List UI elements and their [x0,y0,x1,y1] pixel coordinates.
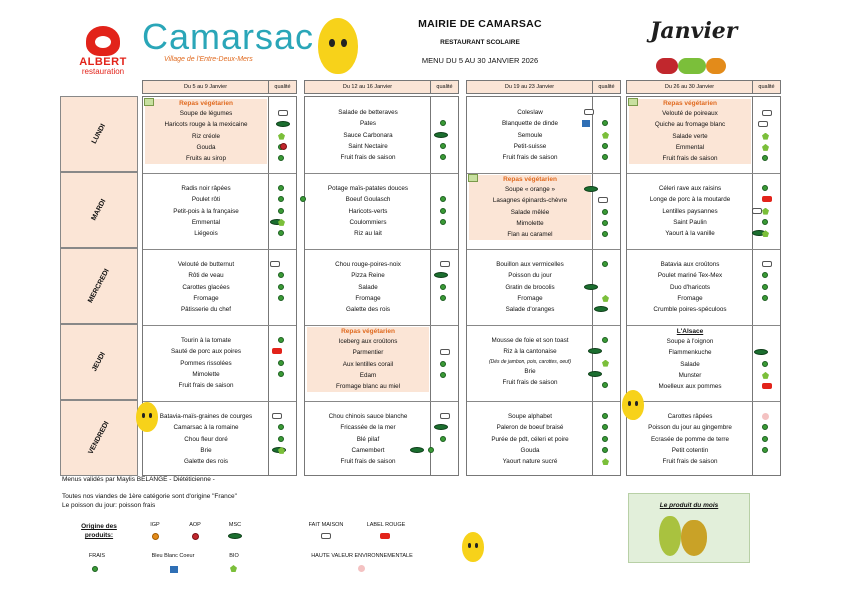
frais-icon [92,566,98,572]
menu-item: Fruits au sirop [186,155,226,163]
menu-item: Saint Paulin [673,218,707,226]
validated-note: Menus validés par Maylis BELANGE - Diététicienne - [62,476,215,483]
fait-maison-icon [440,413,450,419]
msc-icon [584,186,598,192]
row-divider [467,401,620,402]
menu-item: Tourin à la tomate [180,337,232,344]
menu-item: Carottes râpées [667,413,713,420]
menu-item: Batavia-maïs-graines de courges [159,413,253,420]
menu-item: Batavia aux croûtons [660,261,720,268]
menu-cell [629,183,751,239]
fait-maison-icon [584,109,594,115]
day-cell-jeudi [60,324,138,400]
frais-icon [602,337,608,343]
vegetarian-icon [144,98,154,106]
frais-icon [278,337,284,343]
menu-item: Poulet mariné Tex-Mex [657,272,723,280]
fait-maison-icon [440,349,450,355]
menu-item: Yaourt nature sucré [502,458,558,466]
week-label: Du 19 au 23 Janvier [504,84,555,90]
menu-item: Poulet rôti [191,196,221,204]
menu-item: Flammenkuche [668,349,712,357]
aop-icon [192,533,199,540]
legend-igp-label: IGP [150,522,160,528]
frais-icon [440,219,446,225]
menu-item: Fruit frais de saison [178,382,234,390]
day-cell-mercredi [60,248,138,324]
albert-tagline: restauration [81,67,125,76]
menu-cell [629,259,751,315]
label-rouge-icon [762,196,772,202]
menu-item: Iceberg aux croûtons [338,338,398,345]
week-header-3 [466,80,621,94]
menu-cell [307,183,429,239]
menu-item: Crumble poires-spéculoos [653,306,727,314]
menu-item: Sauce Carbonara [343,131,393,139]
week-column-2 [304,96,459,476]
menu-theme-label: Repas végétarien [341,328,395,335]
quality-label: qualité [752,81,780,93]
menu-item: Fruit frais de saison [340,458,396,466]
menu-item: Mimolette [516,219,544,227]
menu-item: Fromage blanc au miel [335,383,401,391]
camarsac-logo [142,16,315,68]
header-text [370,18,590,65]
week-label: Du 12 au 16 Janvier [342,84,393,90]
menu-theme-label: Repas végétarien [663,100,717,107]
quality-label: qualité [592,81,620,93]
frais-icon [602,413,608,419]
menu-item: Mimolette [192,370,220,378]
fish-note: Le poisson du jour: poisson frais [62,502,156,509]
menu-item: Flan au caramel [507,231,553,239]
day-label: JEUDI [91,351,107,373]
label-rouge-icon [272,348,282,354]
fruit-icon [656,58,678,74]
menu-item: Quiche au fromage blanc [654,121,726,129]
frais-icon [440,361,446,367]
janvier-logo [650,18,738,74]
week-column-4 [626,96,781,476]
msc-icon [588,371,602,377]
menu-item: Coulommiers [349,218,387,226]
legend-frais-label: FRAIS [88,553,106,559]
menu-cell [307,259,429,315]
menu-item: Lasagnes épinards-chèvre [492,197,568,205]
bio-icon [230,565,237,572]
row-divider [143,173,296,174]
menu-item: Pâtisserie du chef [180,306,232,314]
menu-period: MENU DU 5 AU 30 JANVIER 2026 [421,56,539,65]
menu-item: Potage maïs-patates douces [327,185,409,192]
frais-icon [278,436,284,442]
legend-aop-label: AOP [189,522,201,528]
frais-icon [440,284,446,290]
row-divider [143,249,296,250]
menu-item: Gouda [520,446,540,454]
menu-cell [307,411,429,467]
msc-icon [584,284,598,290]
menu-item: Pommes rissolées [180,359,232,367]
week-column-1 [142,96,297,476]
menu-theme-label: L'Alsace [676,328,704,335]
menu-item: Longe de porc à la moutarde [649,196,731,204]
page-subtitle: RESTAURANT SCOLAIRE [440,39,520,46]
pear-mascot-icon [136,402,158,432]
menu-cell [469,175,591,240]
menu-cell [307,327,429,392]
frais-icon [278,208,284,214]
frais-icon [440,143,446,149]
menu-item: Chou chinois sauce blanche [328,413,408,420]
row-divider [627,249,780,250]
frais-icon [762,436,768,442]
fait-maison-icon [272,413,282,419]
menu-item: Parmentier [352,349,384,357]
menu-cell [469,411,591,467]
menu-item: Saint Nectaire [348,142,388,150]
orange-icon [706,58,726,74]
menu-item: Salade de betteraves [338,109,398,116]
menu-item: Fruit frais de saison [502,378,558,386]
menu-item: Lentilles paysannes [662,207,718,215]
vegetable-icon [678,58,706,74]
menu-item: Petit-suisse [513,142,547,150]
janvier-title: Janvier [650,18,738,44]
row-divider [305,173,458,174]
frais-icon [428,447,434,453]
menu-item: Poisson du jour au gingembre [648,424,732,432]
chef-hat-icon [86,26,120,56]
yellow-pear-icon [681,520,707,556]
menu-item: Purée de pdt, céleri et poire [491,435,569,443]
day-label: LUNDI [90,122,108,146]
frais-icon [762,284,768,290]
menu-cell [629,327,751,392]
page-title: MAIRIE DE CAMARSAC [418,18,542,30]
label-rouge-icon [762,383,772,389]
meat-origin-note: Toutes nos viandes de 1ère catégorie sont d'origine "France" [62,493,237,500]
frais-icon [762,295,768,301]
frais-icon [602,261,608,267]
pear-mascot-icon [318,18,358,74]
menu-theme-label: Repas végétarien [179,100,233,107]
frais-icon [440,295,446,301]
menu-item: Mousse de foie et son toast [491,337,569,344]
menu-item: Duo d'haricots [669,283,711,291]
menu-item: Riz au lait [354,230,382,238]
day-cell-mardi [60,172,138,248]
fait-maison-icon [762,261,772,267]
day-label: MERCREDI [87,267,111,305]
row-divider [305,325,458,326]
frais-icon [278,185,284,191]
menu-item: Emmental [675,143,705,151]
menu-item: Fromage [193,294,219,302]
frais-icon [300,196,306,202]
frais-icon [762,219,768,225]
menu-item: Petit-pois à la française [173,207,239,215]
menu-cell [629,99,751,164]
legend-bio-label: BIO [229,553,239,559]
menu-item: Velouté de poireaux [662,110,718,117]
menu-cell [629,411,751,467]
menu-item: Fruit frais de saison [340,154,396,162]
legend-hve-label: HAUTE VALEUR ENVIRONNEMENTALE [311,553,413,559]
albert-name: ALBERT [79,56,127,68]
menu-cell [145,335,267,391]
menu-item: Fromage [355,294,381,302]
albert-logo [72,26,134,84]
fait-maison-icon [278,110,288,116]
menu-item: Paleron de boeuf braisé [496,424,564,432]
fait-maison-icon [762,110,772,116]
menu-item: Camarsac à la romaine [173,424,239,432]
vegetarian-icon [628,98,638,106]
week-header-2 [304,80,459,94]
menu-item: Poisson du jour [508,272,552,280]
menu-item: Pizza Reine [351,272,385,280]
menu-item: Petit cotentin [671,446,709,454]
row-divider [467,249,620,250]
week-column-3 [466,96,621,476]
origin-legend-title: Origine des produits: [81,523,117,539]
menu-cell [469,335,591,388]
menu-item: Boeuf Goulasch [345,196,391,204]
menu-item: Fromage [677,294,703,302]
menu-item: Coleslaw [517,109,543,116]
menu-item: Carottes glacées [182,283,230,291]
row-divider [305,249,458,250]
menu-item: Soupe « orange » [504,186,556,193]
frais-icon [762,361,768,367]
menu-item: Gratin de brocolis [505,283,555,291]
frais-icon [440,208,446,214]
row-divider [143,401,296,402]
frais-icon [440,372,446,378]
msc-icon [410,447,424,453]
row-divider [627,325,780,326]
menu-item: Bouillon aux vermicelles [496,261,564,268]
green-pear-icon [659,516,681,556]
menu-item: Riz à la cantonaise [503,348,557,356]
menu-item: Fricassée de la mer [340,424,396,432]
menu-item: Moelleux aux pommes [658,383,722,391]
vegetarian-icon [468,174,478,182]
menu-item: Céleri rave aux raisins [658,185,722,192]
fait-maison-icon [270,261,280,267]
fait-maison-icon [752,208,762,214]
menu-item: Edam [359,371,377,379]
menu-item: Galette des rois [183,458,229,466]
menu-item: Ecrasée de pomme de terre [650,435,730,443]
row-divider [467,173,620,174]
label-rouge-icon [380,533,390,539]
menu-theme-label: Repas végétarien [503,176,557,183]
frais-icon [278,284,284,290]
frais-icon [762,185,768,191]
fait-maison-icon [598,197,608,203]
week-header-4 [626,80,781,94]
day-label: MARDI [90,198,108,222]
menu-item: Liégeois [194,230,218,238]
menu-item: Emmental [191,218,221,226]
legend-bbc-label: Bleu Blanc Coeur [151,553,195,559]
frais-icon [602,220,608,226]
week-label: Du 26 au 30 Janvier [664,84,715,90]
menu-item: Soupe de légumes [179,110,233,117]
menu-item: Fruit frais de saison [662,458,718,466]
day-cell-lundi [60,96,138,172]
produit-du-mois-title: Le produit du mois [659,502,719,509]
menu-item: Pates [359,120,377,128]
menu-item: Fromage [517,294,543,302]
menu-item: Velouté de butternut [177,261,235,268]
igp-icon [152,533,159,540]
menu-item: Fruit frais de saison [502,154,558,162]
frais-icon [278,295,284,301]
menu-item: Chou rouge-poires-noix [335,261,401,268]
legend-label-rouge-label: LABEL ROUGE [366,522,406,528]
menu-item: Aux lentilles corail [342,360,394,368]
menu-cell [145,183,267,239]
menu-item: Fruit frais de saison [662,155,718,163]
menu-item: Gouda [196,143,216,151]
msc-icon [434,132,448,138]
hve-icon [762,413,769,420]
row-divider [627,173,780,174]
quality-label: qualité [430,81,458,93]
row-divider [627,401,780,402]
menu-cell [145,259,267,315]
frais-icon [602,436,608,442]
menu-item: Blanquette de dinde [501,120,559,128]
menu-cell [145,99,267,164]
camarsac-name: Camarsac [142,16,315,57]
menu-item: Salade verte [672,132,708,140]
pear-mascot-icon [462,532,484,562]
menu-item: Sauté de porc aux poires [170,348,241,356]
legend-msc-label: MSC [228,522,242,528]
frais-icon [762,447,768,453]
legend-fait-maison-label: FAIT MAISON [308,522,344,528]
menu-item: Semoule [517,131,543,139]
menu-item: Salade [680,360,700,368]
week-label: Du 5 au 9 Janvier [183,84,228,90]
row-divider [305,401,458,402]
row-divider [143,325,296,326]
menu-item: Haricots-verts [348,207,388,215]
pear-mascot-icon [622,390,644,420]
menu-item: Soupe à l'oignon [666,338,714,345]
hve-icon [358,565,365,572]
msc-icon [228,533,242,539]
menu-item: Munster [678,371,702,379]
menu-cell [469,259,591,315]
bleu-blanc-coeur-icon [582,120,590,127]
day-label: VENDREDI [87,420,111,456]
menu-item: Salade d'oranges [505,306,555,314]
bleu-blanc-coeur-icon [170,566,178,573]
menu-item: Riz créole [192,132,220,140]
week-header-1 [142,80,297,94]
menu-cell [307,107,429,163]
produit-du-mois-panel [628,493,750,563]
menu-item: Salade [358,283,378,291]
menu-item: Yaourt à la vanille [665,230,715,238]
frais-icon [602,209,608,215]
fait-maison-icon [321,533,331,539]
menu-cell [145,411,267,467]
menu-item: Brie [200,446,212,454]
menu-item: Soupe alphabet [507,413,553,420]
frais-icon [602,447,608,453]
menu-item: Chou fleur doré [184,435,228,443]
frais-icon [278,371,284,377]
frais-icon [278,360,284,366]
day-cell-vendredi [60,400,138,476]
menu-item: Brie [524,367,536,375]
menu-item: Salade mêlée [510,208,550,216]
menu-item: Galette des rois [345,306,391,314]
menu-item: Camembert [351,446,385,454]
camarsac-tagline: Village de l'Entre-Deux-Mers [164,56,253,63]
menu-cell [469,107,591,163]
menu-item: Radis noir râpées [181,185,231,192]
frais-icon [602,143,608,149]
menu-item: Haricots rouge à la mexicaine [164,121,248,129]
quality-label: qualité [268,81,296,93]
menu-item: (Dés de jambon, pois, carottes, oeuf) [489,358,571,365]
row-divider [467,325,620,326]
frais-icon [440,436,446,442]
fait-maison-icon [758,121,768,127]
aop-icon [280,143,287,150]
menu-item: Rôti de veau [188,272,224,280]
fait-maison-icon [440,261,450,267]
menu-item: Blé pilaf [356,435,380,443]
